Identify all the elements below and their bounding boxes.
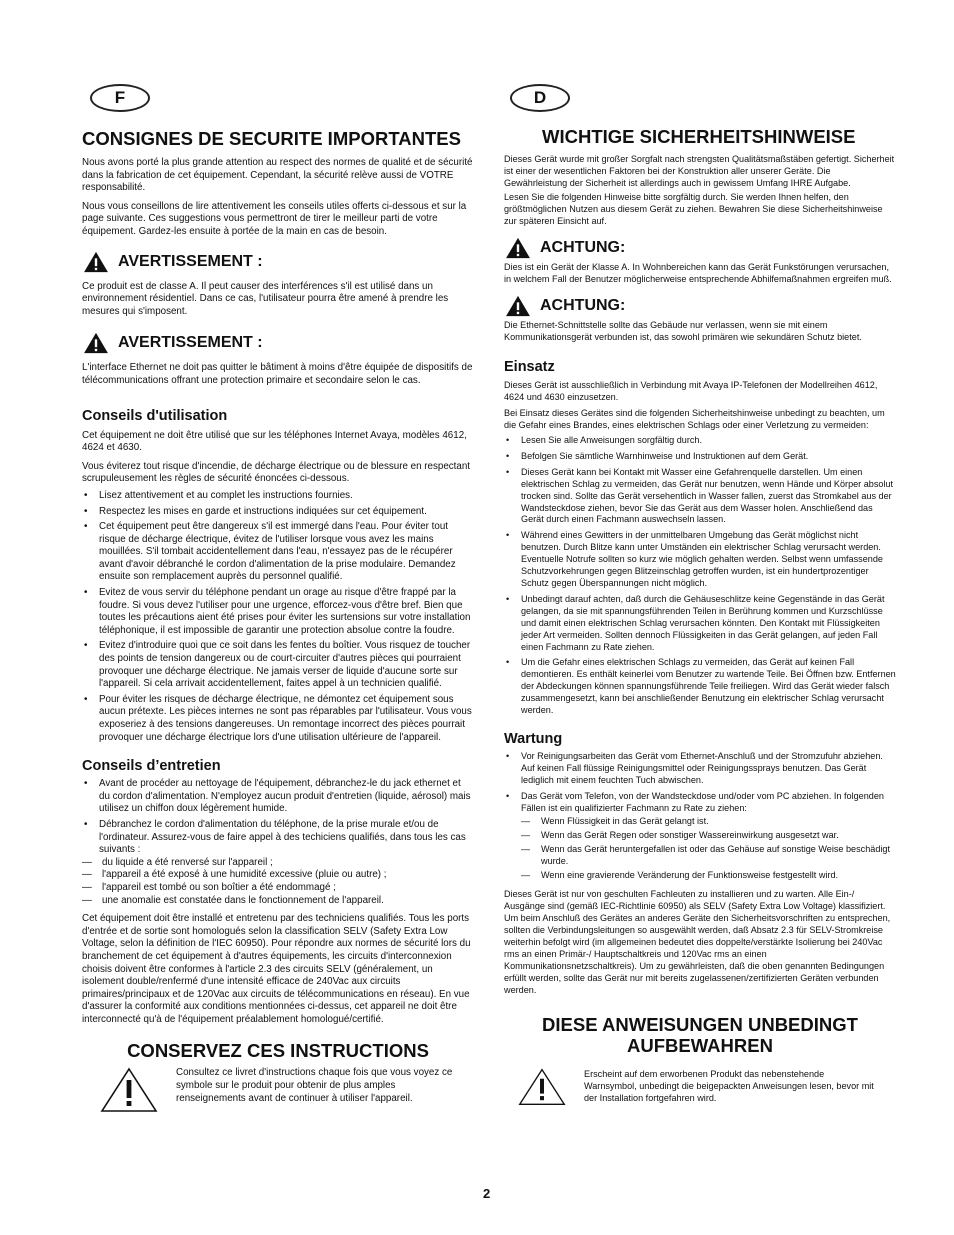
warning-triangle-outline-icon [518, 1068, 566, 1106]
french-column [82, 84, 474, 1113]
german-conserve-title: DIESE ANWEISUNGEN UNBEDINGT AUFBEWAHREN [542, 1014, 858, 1056]
list-item: • Unbedingt darauf achten, daß durch die Gehäuseschlitze keine Gegenstände in das Gerät gelangen, da sie mit spannungsführenden Teilen in Berührung kommen und Kurzschlüsse und damit einen elektrischen Schlag verursachen könnten. Den Kontakt mit Flüssigkeiten jeder Art vermeiden. Sollten dennoch Flüssigkeiten in das Gerät gelangen, auf jeden Fall einen Fachmann zu Rate ziehen. [504, 594, 896, 654]
list-item [504, 791, 896, 882]
german-warning-1-title: ACHTUNG: [540, 239, 626, 256]
german-warning-2-text: Die Ethernet-Schnittstelle sollte das Gebäude nur verlassen, wenn sie mit einem Kommunikationsgerät verbunden ist, das sowohl primären wie sekundären Schutz bietet. [504, 320, 862, 342]
german-maintenance-paragraph: Dieses Gerät ist nur von geschulten Fachleuten zu installieren und zu warten. Alle Ein-/ Ausgänge sind (gemäß IEC-Richtlinie 60950) als SELV (Safety Extra Low Voltage) klassifiziert. Um beim Anschluß des Gerätes an anderes Geräte den Sicherheitsvorschriften zu entsprechen, sollten die Verbindungsleitungen so ausgewählt werden, daß Absatz 2.3 für SELV-Stromkreise weiterhin befolgt wird (im allgemeinen bedeutet dies doppelte/verstärkte Isolierung bei 240Vac rms an einen Primär-/ Hauptschaltkreis und 120Vac rms an einen Kommunikationsnetzschaltkreis). Um zu gewährleisten, daß die oben genannten Bedingungen erfüllt werden, sollte das Gerät nur mit bereits zugelassenen/zertifizierten Geräten verbunden werden. [504, 889, 891, 995]
french-title: CONSIGNES DE SECURITE IMPORTANTES [82, 128, 461, 149]
german-warning-2-heading [504, 295, 896, 317]
list-item: • Um die Gefahr eines elektrischen Schlags zu vermeiden, das Gerät auf keinen Fall demontieren. Es enthält keinerlei vom Benutzer zu wartende Teile. Bei Öffnen bzw. Entfernen der Abdeckungen können spannungsführende Teile freiliegen. Wird das Gerät wieder falsch zusammengesetzt, kann bei anschließender Benutzung ein elektrischer Schlag verursacht werden. [504, 657, 896, 717]
dash-item: — Wenn Flüssigkeit in das Gerät gelangt ist. [521, 816, 896, 828]
french-intro-1: Nous avons porté la plus grande attention au respect des normes de qualité et de sécurité dans la fabrication de cet équipement. Cependant, la sécurité relève aussi de VOTRE responsabilité. [82, 157, 473, 194]
dash-item: — une anomalie est constatée dans le fonctionnement de l'appareil. [82, 895, 474, 908]
page-number: 2 [483, 1186, 491, 1201]
list-item: • Lisez attentivement et au complet les instructions fournies. [82, 490, 474, 503]
french-conserve-block [82, 1067, 474, 1113]
french-maintenance-list [82, 778, 474, 907]
list-item: • Lesen Sie alle Anweisungen sorgfältig durch. [504, 435, 896, 447]
list-item: • Respectez les mises en garde et instructions indiquées sur cet équipement. [82, 506, 474, 519]
language-badge-f: F [90, 84, 150, 112]
dash-item: — Wenn das Gerät Regen oder sonstiger Wassereinwirkung ausgesetzt war. [521, 830, 896, 842]
dash-item: — du liquide a été renversé sur l'appareil ; [82, 857, 474, 870]
german-usage-title: Einsatz [504, 359, 555, 375]
french-usage-list [82, 490, 474, 744]
list-item: • Pour éviter les risques de décharge électrique, ne démontez cet équipement sous aucun prétexte. Les pièces internes ne sont pas réparables par l'utilisateur. Vous vous exposeriez à des tensions dangereuses. Un remontage incorrect des pièces pourrait provoquer une décharge électrique lors d'une utilisation ultérieure de l'appareil. [82, 694, 474, 744]
dash-item: — Wenn eine gravierende Veränderung der Funktionsweise festgestellt wird. [521, 870, 896, 882]
french-warning-1-title: AVERTISSEMENT : [118, 252, 263, 270]
list-item: • Evitez d'introduire quoi que ce soit dans les fentes du boîtier. Vous risquez de toucher des points de tension dangereux ou de court-circuiter d'autres pièces qui pourraient provoquer une décharge électrique. Ne jamais verser de liquide d'aucune sorte sur l'appareil. Si cela arrivait accidentellement, faites appel à un technicien qualifié. [82, 640, 474, 690]
warning-triangle-icon [504, 295, 532, 317]
warning-triangle-icon [82, 251, 110, 273]
warning-triangle-icon [504, 237, 532, 259]
german-intro-2: Lesen Sie die folgenden Hinweise bitte sorgfältig durch. Sie werden Ihnen helfen, den größtmöglichen Nutzen aus diesem Gerät zu ziehen. Bewahren Sie diese Sicherheitshinweise zur späteren Einsicht auf. [504, 192, 883, 226]
german-usage-p2: Bei Einsatz dieses Gerätes sind die folgenden Sicherheitshinweise unbedingt zu beachten, um die Gefahr eines Brandes, eines elektrischen Schlags oder einer Verletzung zu vermeiden: [504, 408, 885, 430]
german-maintenance-title: Wartung [504, 730, 563, 747]
german-warning-1-text: Dies ist ein Gerät der Klasse A. In Wohnbereichen kann das Gerät Funkstörungen verursachen, in welchem Fall der Benutzer möglicherweise entsprechende Abhilfemaßnahmen ergreifen muß. [504, 262, 892, 284]
warning-triangle-icon [82, 332, 110, 354]
list-item-text: Débranchez le cordon d'alimentation du téléphone, de la prise murale et/ou de l'ordinateur. Assurez-vous de faire appel à des techiciens qualifiés, dans tous les cas suivants : [99, 818, 466, 856]
french-warning-2-title: AVERTISSEMENT : [118, 334, 263, 352]
french-maintenance-paragraph: Cet équipement doit être installé et entretenu par des techniciens qualifiés. Tous les ports d'entrée et de sortie sont homologués selon la classification SELV (Safety Extra Low Voltage, selon la définition de l'IEC 60950). Pour répondre aux normes de sécurité lors du branchement de cet équipement à d'autres équipements, les circuits d'interconnexion choisis doivent être conformes à l'article 2.3 des circuits SELV (généralement, un isolement double/renfermé d'une intensité efficace de 240Vac aux circuits primaires/principaux et de 120Vac aux circuits de télécommunications en réseau). En vue d'assurer la conformité aux conditions mentionnées ci-dessus, cet appareil ne doit être interconnecté qu'à de l'équipement préalablement homologué/certifié. [82, 913, 471, 1025]
french-intro-2: Nous vous conseillons de lire attentivement les conseils utiles offerts ci-dessous et sur la page suivante. Ces suggestions vous permettront de tirer le meilleur parti de votre équipement. Gardez-les ensuite à portée de la main en cas de besoin. [82, 200, 467, 237]
language-badge-d: D [510, 84, 570, 112]
warning-triangle-outline-icon [100, 1067, 158, 1113]
list-item: • Befolgen Sie sämtliche Warnhinweise und Instruktionen auf dem Gerät. [504, 451, 896, 463]
list-item: • Avant de procéder au nettoyage de l'équipement, débranchez-le du jack ethernet et du cordon d'alimentation. N'employez aucun produit d'entretien (liquide, aérosol) mais utilisez un chiffon doux légèrement humide. [82, 778, 474, 816]
dash-item: — l'appareil a été exposé à une humidité excessive (pluie ou autre) ; [82, 869, 474, 882]
german-warning-1-heading [504, 237, 896, 259]
french-conserve-text: Consultez ce livret d'instructions chaque fois que vous voyez ce symbole sur le produit pour obtenir de plus amples renseignements avant de continuer à utiliser l'appareil. [176, 1067, 453, 1104]
french-conserve-title: CONSERVEZ CES INSTRUCTIONS [127, 1040, 429, 1062]
french-warning-2-text: L'interface Ethernet ne doit pas quitter le bâtiment à moins d'être équipée de dispositifs de télécommunications offrant une protection primaire et secondaire selon le cas. [82, 362, 473, 386]
french-warning-1-heading [82, 251, 474, 273]
german-maintenance-list [504, 751, 896, 882]
dash-item: — l'appareil est tombé ou son boîtier a été endommagé ; [82, 882, 474, 895]
list-item: • Dieses Gerät kann bei Kontakt mit Wasser eine Gefahrenquelle darstellen. Um einen elektrischen Schlag zu vermeiden, das Gerät nur benutzen, wenn Hände und Körper absolut trocken sind. Sollte das Gerät versehentlich in Wasser fallen, zuerst das Stromkabel aus der Wandsteckdose ziehen, bevor Sie das Gerät aus dem Wasser holen. Anschließend das Gerät durch einen Fachmann auswechseln lassen. [504, 467, 896, 527]
list-item: • Während eines Gewitters in der unmittelbaren Umgebung das Gerät möglichst nicht benutzen. Durch Blitze kann unter Umständen ein elektrischer Schlag verursacht werden. Eventuelle Notrufe sollten so kurz wie möglich gehalten werden. Selbst wenn umfassende Schutzvorkehrungen gegen Blitzeinschlag getroffen wurden, ist ein hundertprozentiger Schutz gegen Überspannungen nicht möglich. [504, 530, 896, 590]
german-dash-list [521, 816, 896, 882]
french-warning-2-heading [82, 332, 474, 354]
list-item [82, 819, 474, 907]
dash-item: — Wenn das Gerät heruntergefallen ist oder das Gehäuse auf sonstige Weise beschädigt wurde. [521, 844, 896, 868]
german-column [504, 84, 896, 1106]
list-item: • Evitez de vous servir du téléphone pendant un orage au risque d'être frappé par la foudre. Si vous devez l'utiliser pour une urgence, efforcez-vous d'être bref. Bien que toutes les précautions aient été prises pour éviter les surtensions sur votre installation téléphonique, il est impossible de garantir une protection absolue contre la foudre. [82, 587, 474, 637]
german-conserve-text: Erscheint auf dem erworbenen Produkt das nebenstehende Warnsymbol, unbedingt die beigepackten Anweisungen lesen, bevor mit der Installation fortgefahren wird. [584, 1069, 874, 1103]
french-dash-list [82, 857, 474, 907]
french-usage-p2: Vous éviterez tout risque d'incendie, de décharge électrique ou de blessure en respectant scrupuleusement les règles de sécurité énoncées ci-dessous. [82, 460, 471, 485]
german-warning-2-title: ACHTUNG: [540, 297, 626, 314]
german-usage-p1: Dieses Gerät ist ausschließlich in Verbindung mit Avaya IP-Telefonen der Modellreihen 4612, 4624 und 4630 einzusetzen. [504, 380, 878, 402]
list-item-text: Das Gerät vom Telefon, von der Wandsteckdose und/oder vom PC abziehen. In folgenden Fällen ist ein qualifizierter Fachmann zu Rate zu ziehen: [521, 790, 884, 813]
german-title: WICHTIGE SICHERHEITSHINWEISE [542, 126, 856, 147]
list-item: • Cet équipement peut être dangereux s'il est immergé dans l'eau. Pour éviter tout risque de décharge électrique, évitez de l'utiliser lorsque vous avez les mains mouillées. S'il tombait accidentellement dans l'eau, n'essayez pas de le récupérer avant d'avoir débranché le cordon d'alimentation de la prise modulaire. Demandez ensuite son remplacement auprès du personnel qualifié. [82, 521, 474, 584]
list-item: • Vor Reinigungsarbeiten das Gerät vom Ethernet-Anschluß und der Stromzufuhr abziehen. Auf keinen Fall flüssige Reinigungsmittel oder Reinigungssprays benutzen. Das Gerät lediglich mit einem feuchten Tuch abwischen. [504, 751, 896, 787]
french-usage-p1: Cet équipement ne doit être utilisé que sur les téléphones Internet Avaya, modèles 4612, 4624 et 4630. [82, 429, 467, 454]
french-usage-title: Conseils d'utilisation [82, 407, 228, 424]
german-intro-1: Dieses Gerät wurde mit großer Sorgfalt nach strengsten Qualitätsmaßstäben gefertigt. Sicherheit ist einer der wesentlichen Faktoren bei der Konstruktion aller unserer Geräte. Die Gewährleistung der Sicherheit ist allerdings auch in gewissem Umfang IHRE Aufgabe. [504, 154, 895, 188]
french-warning-1-text: Ce produit est de classe A. Il peut causer des interférences s'il est utilisé dans un environnement résidentiel. Dans ce cas, l'utilisateur pourra être amené à prendre les mesures qui s'imposent. [82, 280, 449, 317]
french-maintenance-title: Conseils d’entretien [82, 758, 221, 775]
german-conserve-block [504, 1068, 896, 1106]
german-usage-list [504, 435, 896, 717]
